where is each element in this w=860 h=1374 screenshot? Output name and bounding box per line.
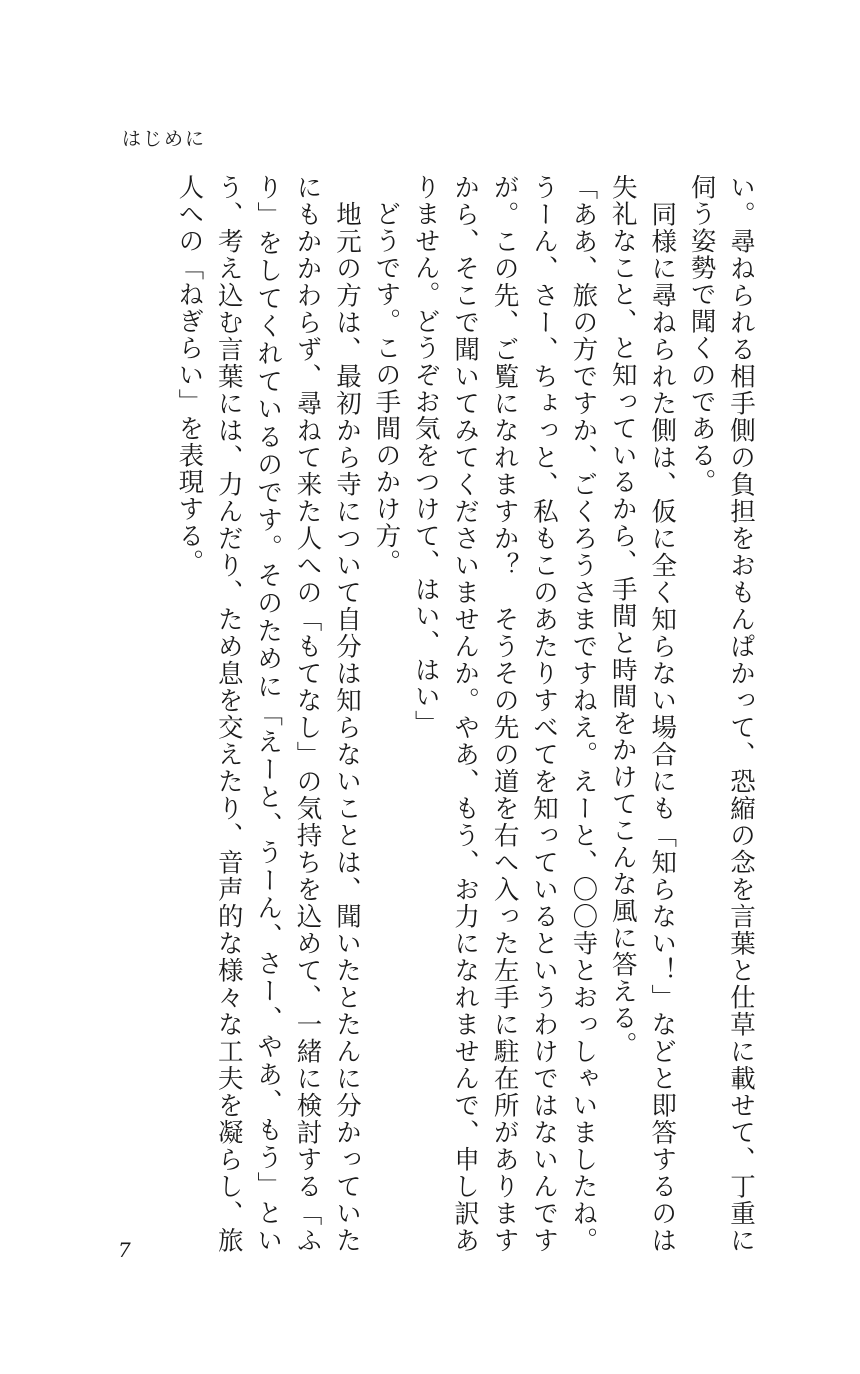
- running-head: はじめに: [122, 128, 207, 150]
- paragraph: どうです。この手間のかけ方。: [371, 174, 402, 576]
- paragraph: い。尋ねられる相手側の負担をおもんぱかって、恐縮の念を言葉と仕草に載せて、丁重に伺う姿勢で聞くのである。: [686, 174, 756, 1254]
- body-text: [120, 174, 760, 1254]
- paragraph: 地元の方は、最初から寺について自分は知らないことは、聞いたとたんに分かっていたにもかかわらず、尋ねて来た人への「もてなし」の気持ちを込めて、一緒に検討する「ふり」をしてくれているのです。そのために「えーと、うーん、さー、やあ、もう」という、考え込む言葉には、力んだり、ため息を交えたり、音声的な様々な工夫を凝らし、旅人への「ねぎらい」を表現する。: [174, 174, 362, 1254]
- paragraph: 「ああ、旅の方ですか、ごくろうさまですねえ。えーと、〇〇寺とおっしゃいましたね。うーん、さー、ちょっと、私もこのあたりすべてを知っているというわけではないんですが。この先、ご覧になれますか？ そうその先の道を右へ入った左手に駐在所がありますから、そこで聞いてみてくださいませんか。やあ、もう、お力になれませんで、申し訳ありません。どうぞお気をつけて、はい、はい」: [410, 174, 599, 1254]
- paragraph: 同様に尋ねられた側は、仮に全く知らない場合にも「知らない！」などと即答するのは失礼なこと、と知っているから、手間と時間をかけてこんな風に答える。: [607, 174, 678, 1254]
- page-number: 7: [118, 1238, 131, 1262]
